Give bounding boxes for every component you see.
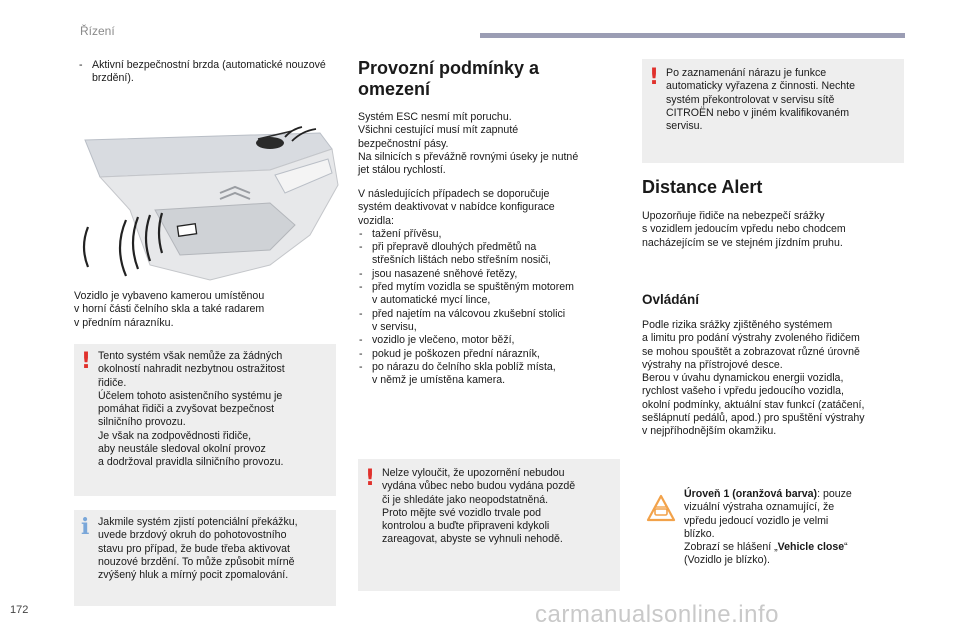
warning-icon: ! [365, 466, 376, 491]
note-line: Proto mějte své vozidlo trvale pod [382, 506, 541, 519]
text-line: Upozorňuje řidiče na nebezpečí srážky [642, 210, 825, 222]
orange-alert-icon [646, 494, 676, 522]
note-line: Účelem tohoto asistenčního systému je [98, 389, 283, 402]
text-line: blízko. [684, 527, 715, 540]
text-line: výstrahy na přístrojové desce. [642, 358, 783, 371]
note-line: okolností nahradit nezbytnou ostražitost [98, 363, 285, 376]
text-line: vozidla: [358, 214, 394, 227]
case-item: - vozidlo je vlečeno, motor běží, [358, 334, 620, 347]
note-line: vydána vůbec nebo budou vydána pozdě [382, 480, 576, 493]
text-line: bezpečnostní pásy. [358, 137, 449, 150]
case-item: - před mytím vozidla se spuštěným motorem v automatické mycí lince, [358, 281, 620, 308]
text-line: a limitu pro podání výstrahy zvoleného řidičem [642, 332, 860, 345]
text-line: Na silnicích s převážně rovnými úseky je nutné [358, 150, 579, 163]
controls-heading: Ovládání [642, 292, 700, 307]
note-line: a dodržoval pravidla silničního provozu. [98, 456, 284, 469]
controls-text [642, 319, 910, 439]
page-number: 172 [10, 604, 29, 616]
text-line: rychlost vašeho i vpředu jedoucího vozidla, [642, 385, 844, 398]
warning-note-middle [358, 459, 620, 591]
intro-bullet [74, 59, 344, 86]
note-line: CITROËN nebo v jiném kvalifikovaném [666, 106, 850, 119]
note-line: stavu pro případ, že bude třeba aktivovat [98, 542, 290, 555]
note-line: Nelze vyloučit, že upozornění nebudou [382, 467, 565, 479]
camera-line: Vozidlo je vybaveno kamerou umístěnou [74, 290, 265, 302]
text-line: jet stálou rychlostí. [358, 164, 446, 177]
bullet-aeb: - Aktivní bezpečnostní brzda (automatické nouzové brzdění). [78, 59, 344, 86]
note-line: nouzové brzdění. To může způsobit mírně [98, 555, 295, 568]
case-item: - při přepravě dlouhých předmětů na střešních lištách nebo střešním nosiči, [358, 241, 620, 268]
text-line: Všichni cestující musí mít zapnuté [358, 124, 519, 137]
heading-line: Provozní podmínky a [358, 58, 540, 78]
text-line: Berou v úvahu dynamickou energii vozidla, [642, 372, 844, 385]
level1-description: Úroveň 1 (oranžová barva): pouze vizuální výstraha oznamující, že vpředu jedoucí vozidlo je velmi blízko. Zobrazí se hlášení „Vehicle close“ (Vozidlo je blízko). [684, 488, 909, 568]
warning-note-left [74, 344, 336, 496]
section-title: Řízení [80, 24, 115, 38]
level1-title: Úroveň 1 (oranžová barva) [684, 488, 818, 500]
text-line: V následujících případech se doporučuje [358, 188, 550, 200]
note-line: řidiče. [98, 376, 127, 389]
note-line: automaticky vyřazena z činnosti. Nechte [666, 80, 856, 93]
note-line: Po zaznamenání nárazu je funkce [666, 67, 827, 79]
heading-line: omezení [358, 79, 431, 99]
note-line: pomáhat řidiči a zvyšovat bezpečnost [98, 403, 275, 416]
case-item: - tažení přívěsu, [358, 228, 620, 241]
note-line: Je však na zodpovědnosti řidiče, [98, 429, 252, 442]
camera-line: v předním nárazníku. [74, 316, 174, 329]
text-line: se mohou spouštět a zobrazovat různé úrovně [642, 345, 860, 358]
case-item: - jsou nasazené sněhové řetězy, [358, 268, 620, 281]
note-line: silničního provozu. [98, 416, 186, 429]
header-bar [480, 33, 905, 38]
text-line: okolní podmínky, aktuální stav funkcí (zatáčení, [642, 398, 865, 411]
distance-alert-intro [642, 210, 907, 250]
text-line: vpředu jedoucí vozidlo je velmi [684, 514, 829, 527]
text-line: vizuální výstraha oznamující, že [684, 501, 835, 514]
warning-icon: ! [649, 65, 660, 90]
distance-alert-heading: Distance Alert [642, 177, 763, 197]
vehicle-close-message: Vehicle close [777, 541, 845, 554]
conditions-heading [358, 58, 618, 100]
esc-text [358, 111, 620, 177]
note-line: Jakmile systém zjistí potenciální překážku, [98, 516, 298, 528]
note-line: aby neustále sledoval okolní provoz [98, 443, 266, 456]
text-line: (Vozidlo je blízko). [684, 554, 770, 567]
note-line: zvýšený hluk a mírný pocit zpomalování. [98, 569, 289, 582]
text-line: Podle rizika srážky zjištěného systémem [642, 319, 833, 331]
text-line: s vozidlem jedoucím vpředu nebo chodcem [642, 223, 846, 236]
camera-description [74, 290, 344, 330]
text-line: v nejpříhodnějším okamžiku. [642, 425, 777, 438]
note-line: systém překontrolovat v servisu sítě [666, 93, 835, 106]
note-line: či je shledáte jako neopodstatněná. [382, 493, 549, 506]
note-line: kontrolou a buďte připraveni kdykoli [382, 520, 550, 533]
note-line: zareagovat, abyste se vyhnuli nehodě. [382, 533, 563, 546]
case-item: - po nárazu do čelního skla poblíž místa, v němž je umístěna kamera. [358, 361, 620, 388]
warning-note-right [642, 59, 904, 163]
warning-icon: ! [81, 349, 92, 374]
info-note-left [74, 510, 336, 606]
text-line: sešlápnutí pedálů, apod.) pro spuštění výstrahy [642, 412, 865, 425]
note-line: Tento systém však nemůže za žádných [98, 350, 283, 362]
case-item: - před najetím na válcovou zkušební stolici v servisu, [358, 308, 620, 335]
text-line: systém deaktivovat v nabídce konfigurace [358, 201, 555, 214]
car-illustration [70, 115, 345, 290]
text-line: Systém ESC nesmí mít poruchu. [358, 111, 512, 123]
note-line: servisu. [666, 120, 703, 133]
info-icon: i [81, 514, 90, 540]
note-line: uvede brzdový okruh do pohotovostního [98, 529, 287, 542]
text-line: nacházejícím se ve stejném jízdním pruhu. [642, 236, 843, 249]
deactivation-section [358, 188, 620, 387]
case-item: - pokud je poškozen přední nárazník, [358, 348, 620, 361]
watermark: carmanualsonline.info [535, 601, 779, 628]
camera-line: v horní části čelního skla a také radarem [74, 303, 265, 316]
